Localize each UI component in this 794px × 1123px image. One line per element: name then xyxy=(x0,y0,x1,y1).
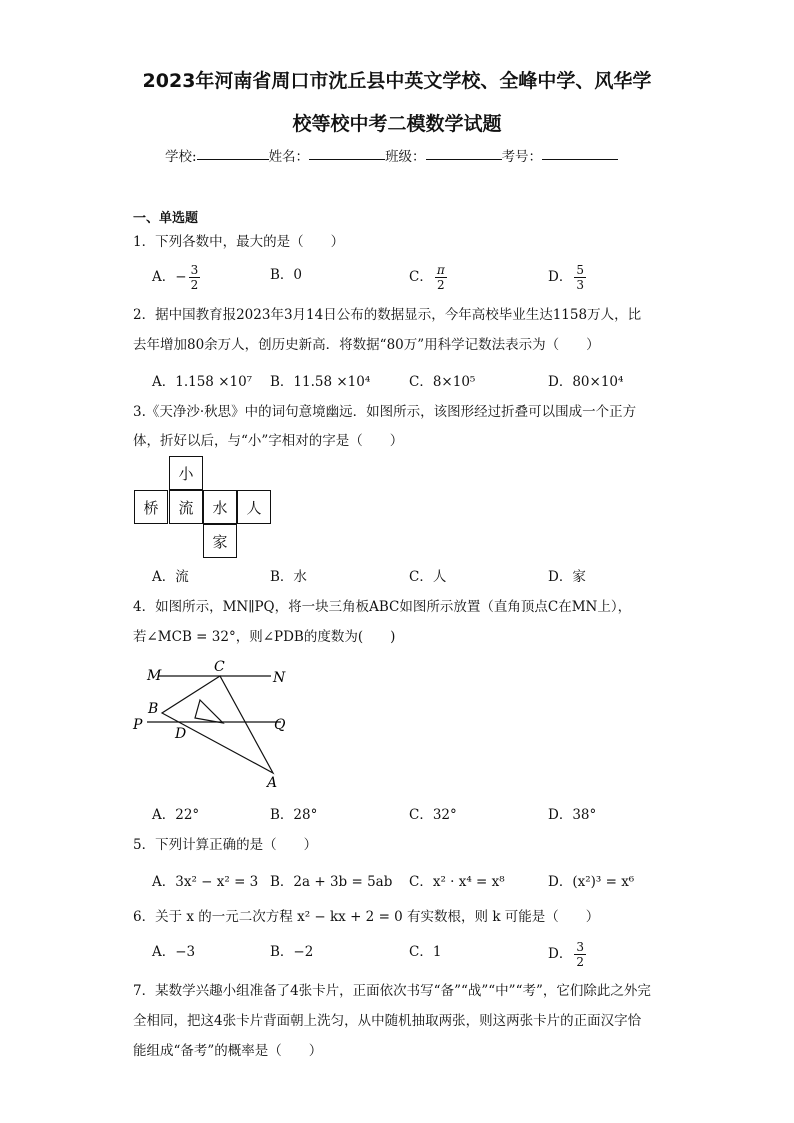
question-4-line1: 4．如图所示，MN∥PQ，将一块三角板ABC如图所示放置（直角顶点C在MN上）， xyxy=(133,599,632,615)
question-1-options xyxy=(152,263,672,292)
q1-option-d[interactable]: D． $\frac{5}{3}$ xyxy=(548,263,584,292)
q2-option-c[interactable]: C．8×10⁵ xyxy=(409,374,476,390)
q4-option-b[interactable]: B．28° xyxy=(270,807,318,823)
question-3-line2: 体，折好以后，与“小”字相对的字是（ ） xyxy=(133,433,404,449)
school-label: 学校: xyxy=(165,149,197,165)
class-blank[interactable] xyxy=(426,145,502,160)
q1-option-a[interactable]: A．− $\frac{3}{2}$ xyxy=(152,263,199,292)
number-blank[interactable] xyxy=(542,145,618,160)
net-cell-shui: 水 xyxy=(203,490,237,524)
school-blank[interactable] xyxy=(197,145,269,160)
net-cell-liu: 流 xyxy=(169,490,203,524)
net-cell-ren: 人 xyxy=(237,490,271,524)
label-m: M xyxy=(147,668,162,684)
question-7-line3: 能组成“备考”的概率是（ ） xyxy=(133,1043,323,1059)
q5-option-a[interactable]: A．3x² − x² = 3 xyxy=(152,874,259,890)
q2-option-d[interactable]: D．80×10⁴ xyxy=(548,374,624,390)
name-label: 姓名： xyxy=(268,149,310,165)
q4-option-d[interactable]: D．38° xyxy=(548,807,597,823)
question-7-line2: 全相同，把这4张卡片背面朝上洗匀，从中随机抽取两张，则这两张卡片的正面汉字恰 xyxy=(133,1013,642,1029)
q2-option-a[interactable]: A．1.158 ×10⁷ xyxy=(152,374,253,390)
label-n: N xyxy=(273,670,286,686)
question-4-line2: 若∠MCB = 32°，则∠PDB的度数为( ) xyxy=(133,629,396,645)
question-2-options xyxy=(152,370,672,394)
q6-option-b[interactable]: B．−2 xyxy=(270,944,314,960)
q4-option-c[interactable]: C．32° xyxy=(409,807,457,823)
name-blank[interactable] xyxy=(309,145,385,160)
question-1-stem: 1．下列各数中，最大的是（ ） xyxy=(133,234,345,250)
q5-option-c[interactable]: C．x² · x⁴ = x⁸ xyxy=(409,874,505,890)
exam-title-line1: 2023年河南省周口市沈丘县中英文学校、全峰中学、风华学 xyxy=(142,70,652,92)
question-6-stem: 6．关于 x 的一元二次方程 x² − kx + 2 = 0 有实数根，则 k 可能是（ ） xyxy=(133,909,600,925)
q3-option-d[interactable]: D．家 xyxy=(548,569,586,585)
q3-option-c[interactable]: C．人 xyxy=(409,569,447,585)
student-info-row xyxy=(165,145,618,165)
question-5-options xyxy=(152,870,672,894)
label-p: P xyxy=(133,717,143,733)
triangle-abc xyxy=(162,676,273,773)
net-cell-jia: 家 xyxy=(203,524,237,558)
class-label: 班级： xyxy=(385,149,426,165)
q5-option-d[interactable]: D．(x²)³ = x⁶ xyxy=(548,874,635,890)
label-b: B xyxy=(148,701,159,717)
question-3-line1: 3.《天净沙·秋思》中的词句意境幽远．如图所示，该图形经过折叠可以围成一个正方 xyxy=(133,404,637,420)
q6-option-a[interactable]: A．−3 xyxy=(152,944,196,960)
label-c: C xyxy=(214,659,225,675)
question-4-options xyxy=(152,803,672,827)
label-d: D xyxy=(175,726,187,742)
q3-option-b[interactable]: B．水 xyxy=(270,569,307,585)
q2-option-b[interactable]: B．11.58 ×10⁴ xyxy=(270,374,371,390)
q1-option-c[interactable]: C． $\frac{\pi}{2}$ xyxy=(409,263,445,292)
question-5-stem: 5．下列计算正确的是（ ） xyxy=(133,837,318,853)
q4-option-a[interactable]: A．22° xyxy=(152,807,200,823)
net-cell-qiao: 桥 xyxy=(134,490,168,524)
q1-option-b[interactable]: B．0 xyxy=(270,267,303,283)
label-a: A xyxy=(267,775,278,791)
question-3-options xyxy=(152,565,672,589)
question-2-line1: 2．据中国教育报2023年3月14日公布的数据显示，今年高校毕业生达1158万人，比 xyxy=(133,307,642,323)
section-heading: 一、单选题 xyxy=(133,211,199,226)
question-7-line1: 7．某数学兴趣小组准备了4张卡片，正面依次书写“备”“战”“中”“考”，它们除此之外完 xyxy=(133,983,651,999)
parallel-lines-triangle-figure xyxy=(125,655,305,795)
net-cell-xiao: 小 xyxy=(169,456,203,490)
label-q: Q xyxy=(274,717,286,733)
triangle-inner-hole xyxy=(195,700,223,723)
q6-option-d[interactable]: D． $\frac{3}{2}$ xyxy=(548,940,584,969)
q5-option-b[interactable]: B．2a + 3b = 5ab xyxy=(270,874,393,890)
q3-option-a[interactable]: A．流 xyxy=(152,569,189,585)
number-label: 考号： xyxy=(501,149,543,165)
exam-title-line2: 校等校中考二模数学试题 xyxy=(292,113,502,135)
q6-option-c[interactable]: C．1 xyxy=(409,944,442,960)
question-6-options xyxy=(152,940,672,969)
question-2-line2: 去年增加80余万人，创历史新高．将数据“80万”用科学记数法表示为（ ） xyxy=(133,337,600,353)
